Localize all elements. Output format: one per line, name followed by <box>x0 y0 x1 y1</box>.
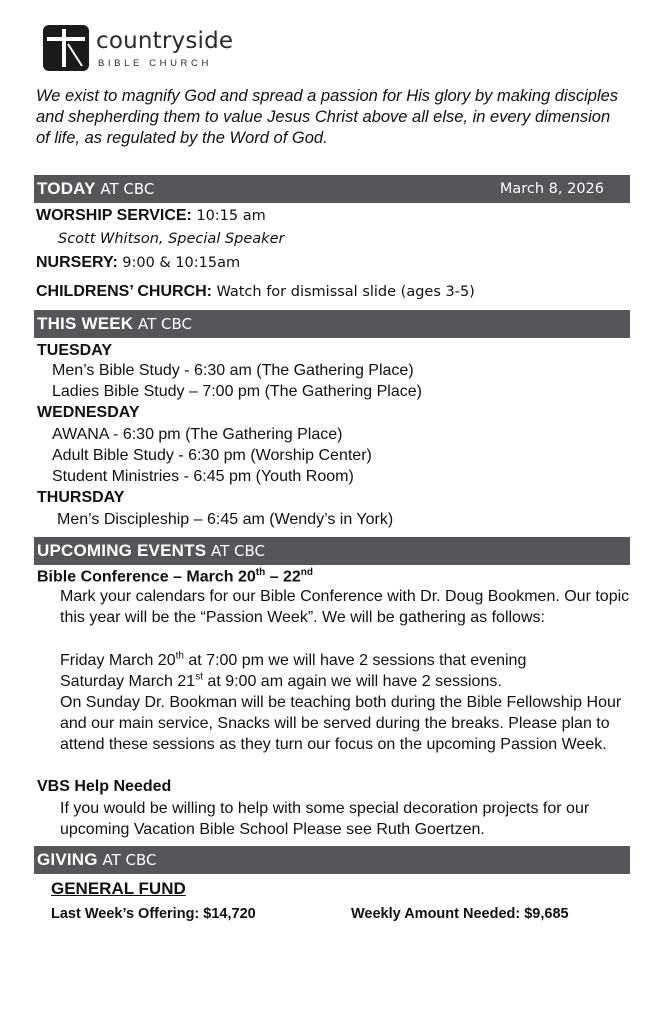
this-week-title: THIS WEEK <box>37 314 134 333</box>
mission-statement: We exist to magnify God and spread a passion for His glory by making disciples and shepherding them to value Jesus Christ above all else, in every dimension of life, as regulated by the Word of God. <box>36 87 619 147</box>
today-suffix: AT CBC <box>100 180 155 198</box>
conference-intro: Mark your calendars for our Bible Conference with Dr. Doug Bookmen. Our topic this year will be the “Passion Week”. We will be gathering as follows: <box>60 588 630 626</box>
this-week-header <box>34 310 630 338</box>
list-item: Men’s Bible Study - 6:30 am (The Gathering Place) <box>52 362 414 379</box>
list-item: Men’s Discipleship – 6:45 am (Wendy’s in York) <box>57 511 394 528</box>
church-logo <box>42 24 242 72</box>
logo-subtitle: BIBLE CHURCH <box>98 58 212 69</box>
childrens-label: CHILDRENS’ CHURCH: <box>36 283 212 300</box>
nursery-label: NURSERY: <box>36 254 118 271</box>
logo-name: countryside <box>96 28 234 54</box>
worship-service <box>36 207 266 225</box>
giving-header <box>34 846 630 874</box>
vbs-text: If you would be willing to help with some special decoration projects for our upcoming Vacation Bible School Please see Ruth Goertzen. <box>60 800 590 838</box>
giving-suffix: AT CBC <box>102 851 157 869</box>
today-title: TODAY <box>37 179 96 198</box>
list-item: Ladies Bible Study – 7:00 pm (The Gathering Place) <box>52 383 422 400</box>
this-week-suffix: AT CBC <box>137 315 192 333</box>
upcoming-suffix: AT CBC <box>210 542 265 560</box>
conference-saturday: Saturday March 21st at 9:00 am again we will have 2 sessions. <box>60 671 502 690</box>
cross-logo-icon <box>42 24 90 72</box>
conference-title: Bible Conference – March 20th – 22nd <box>37 567 314 586</box>
upcoming-header <box>34 537 630 565</box>
childrens-church <box>36 283 475 301</box>
upcoming-title: UPCOMING EVENTS <box>37 541 207 560</box>
giving-title: GIVING <box>37 850 98 869</box>
nursery <box>36 254 240 272</box>
day-wednesday: WEDNESDAY <box>37 404 140 421</box>
list-item: Adult Bible Study - 6:30 pm (Worship Center) <box>52 447 372 464</box>
conference-friday: Friday March 20th at 7:00 pm we will have 2 sessions that evening <box>60 650 527 669</box>
nursery-time: 9:00 & 10:15am <box>122 255 241 271</box>
last-week-offering: Last Week’s Offering: $14,720 <box>51 906 256 922</box>
worship-time: 10:15 am <box>196 208 266 224</box>
worship-label: WORSHIP SERVICE: <box>36 207 192 224</box>
childrens-text: Watch for dismissal slide (ages 3-5) <box>216 284 475 300</box>
day-tuesday: TUESDAY <box>37 342 112 359</box>
today-header <box>34 175 630 203</box>
vbs-title: VBS Help Needed <box>37 778 172 795</box>
weekly-amount-needed: Weekly Amount Needed: $9,685 <box>351 906 569 922</box>
conference-sunday: On Sunday Dr. Bookman will be teaching both during the Bible Fellowship Hour and our main service, Snacks will be served during the breaks. Please plan to attend these sessions as they turn our focus on the upcoming Passion Week. <box>60 694 622 753</box>
day-thursday: THURSDAY <box>37 489 125 506</box>
general-fund-title: GENERAL FUND <box>51 879 186 898</box>
list-item: AWANA - 6:30 pm (The Gathering Place) <box>52 426 343 443</box>
speaker: Scott Whitson, Special Speaker <box>58 231 285 247</box>
list-item: Student Ministries - 6:45 pm (Youth Room) <box>52 468 354 485</box>
today-date: March 8, 2026 <box>499 181 604 197</box>
